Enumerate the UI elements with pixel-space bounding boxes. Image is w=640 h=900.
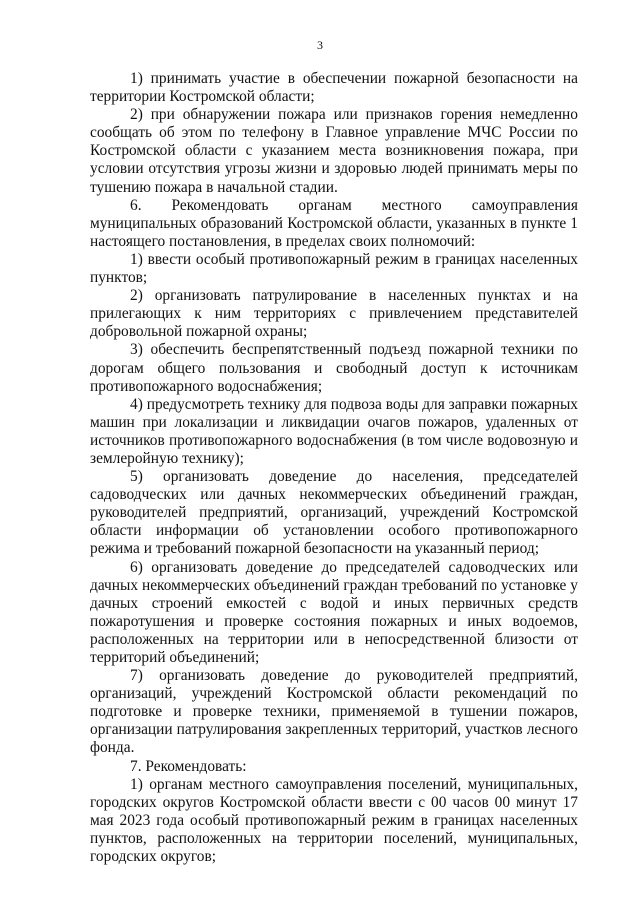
section-6-item-5: 5) организовать доведение до населения, председателей садоводческих или дачных некоммерческих объединений граждан, руководителей предприятий, организаций, учреждений Костромской области информации об установлении особого противопожарного режима и требований пожарной безопасности на указанный период; <box>90 468 578 558</box>
paragraph-7-item-1: 1) принимать участие в обеспечении пожарной безопасности на территории Костромской области; <box>90 70 578 106</box>
section-6-intro: 6. Рекомендовать органам местного самоуправления муниципальных образований Костромской области, указанных в пункте 1 настоящего постановления, в пределах своих полномочий: <box>90 196 578 250</box>
document-body <box>90 70 578 866</box>
paragraph-7-item-2: 2) при обнаружении пожара или признаков горения немедленно сообщать об этом по телефону в Главное управление МЧС России по Костромской области с указанием места возникновения пожара, при условии отсутствия угрозы жизни и здоровью людей принимать меры по тушению пожара в начальной стадии. <box>90 106 578 196</box>
section-7-item-1: 1) органам местного самоуправления поселений, муниципальных, городских округов Костромской области ввести с 00 часов 00 минут 17 мая 2023 года особый противопожарный режим в границах населенных пунктов, расположенных на территории поселений, муниципальных, городских округов; <box>90 775 578 866</box>
section-6-item-7: 7) организовать доведение до руководителей предприятий, организаций, учреждений Костромской области рекомендаций по подготовке и проверке техники, применяемой в тушении пожаров, организации патрулирования закрепленных территорий, участков лесного фонда. <box>90 667 578 757</box>
section-6-item-2: 2) организовать патрулирование в населенных пунктах и на прилегающих к ним территориях с привлечением представителей добровольной пожарной охраны; <box>90 287 578 341</box>
section-6-item-3: 3) обеспечить беспрепятственный подъезд пожарной техники по дорогам общего пользования и свободный доступ к источникам противопожарного водоснабжения; <box>90 341 578 395</box>
page-number: 3 <box>317 38 323 52</box>
section-6-item-6: 6) организовать доведение до председателей садоводческих или дачных некоммерческих объединений граждан требований по установке у дачных строений емкостей с водой и иных первичных средств пожаротушения и проверке состояния пожарных и иных водоемов, расположенных на территории или в непосредственной близости от территорий объединений; <box>90 558 578 666</box>
section-7-intro: 7. Рекомендовать: <box>130 757 247 775</box>
section-6-item-4: 4) предусмотреть технику для подвоза воды для заправки пожарных машин при локализации и ликвидации очагов пожаров, удаленных от источников противопожарного водоснабжения (в том числе водовозную и землеройную технику); <box>90 395 578 467</box>
section-6-item-1: 1) ввести особый противопожарный режим в границах населенных пунктов; <box>90 250 578 287</box>
